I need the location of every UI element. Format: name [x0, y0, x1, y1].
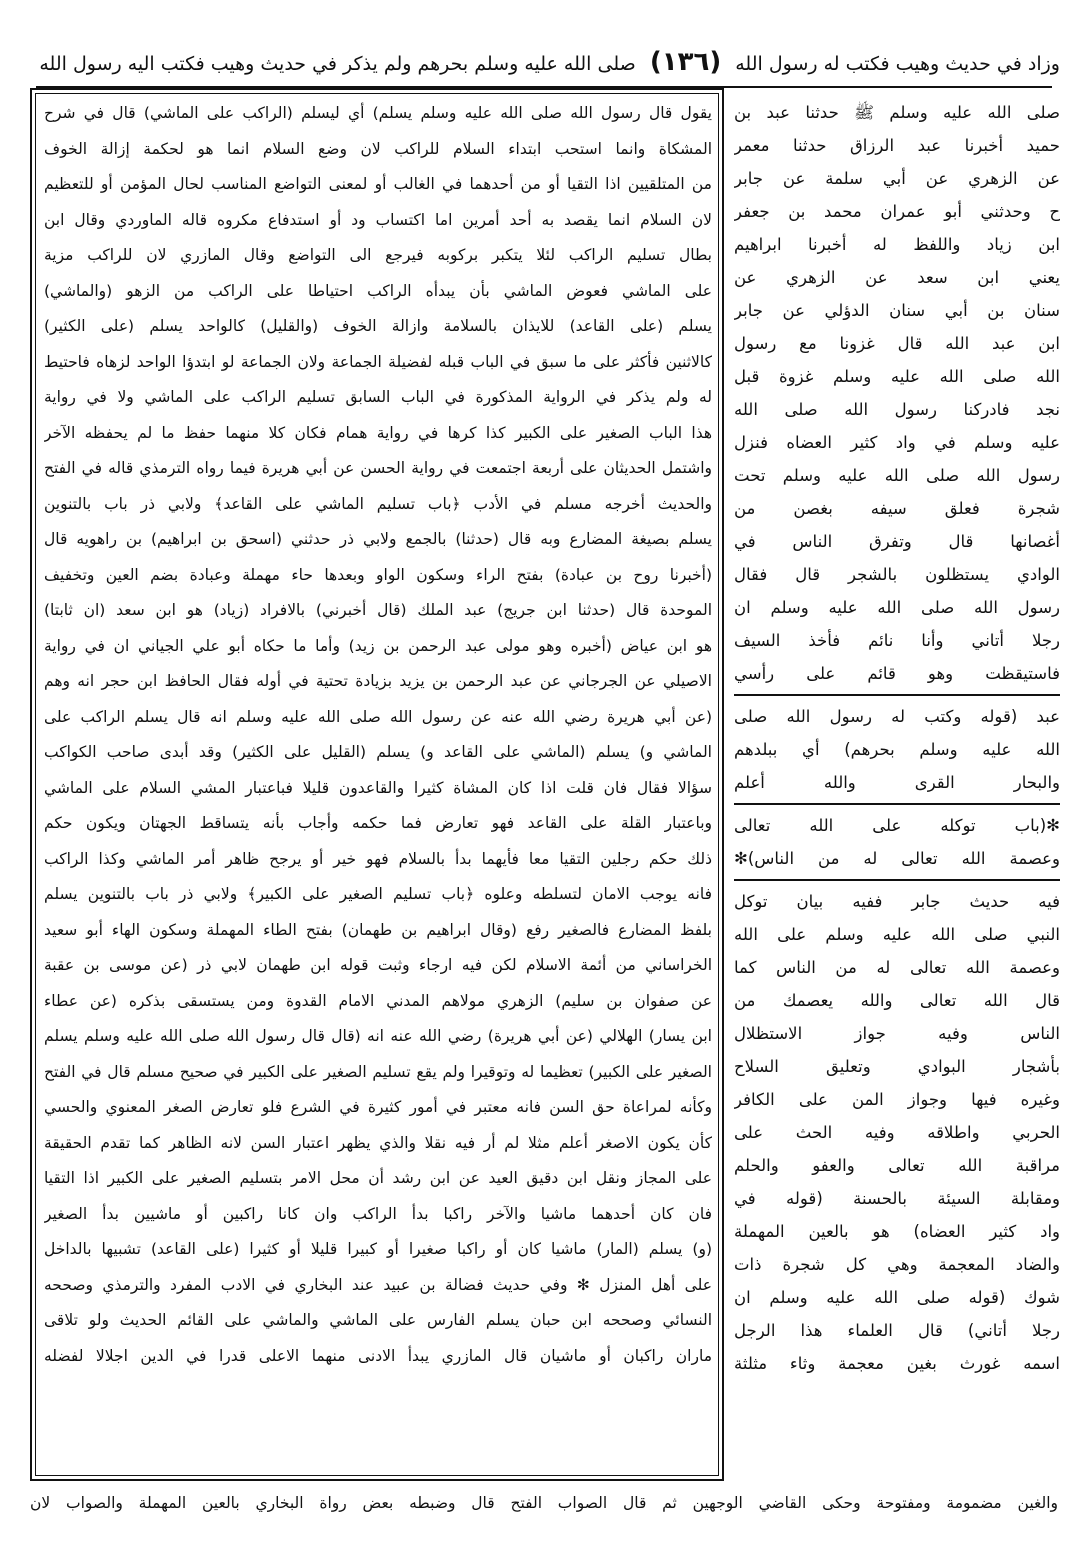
text-line: ذلك حكم رجلين التقيا معا فأيهما بدأ بالسلام فهو خير أو يرجح ظاهر أمر الماشي وكذا الراكب — [44, 849, 712, 868]
text-line: رجلا أتاني وأنا نائم فأخذ السيف — [734, 631, 1060, 650]
text-line: ابن زياد واللفظ له أخبرنا ابراهيم — [734, 235, 1060, 254]
text-line: الصغير على الكبير) تعظيما له وتوقيرا ولم يقع تسليم الصغير على الكبير في صحيح مسلم قال في الفتح — [44, 1062, 712, 1081]
text-line: صلى الله عليه وسلم ﷺ حدثنا عبد بن — [734, 103, 1060, 122]
margin-rule — [734, 879, 1060, 881]
text-line: رسول الله صلى الله عليه وسلم تحت — [734, 466, 1060, 485]
text-line: والغين مضمومة ومفتوحة وحكى القاضي الوجهين ثم قال الصواب الفتح قال وضبطه بعض رواة البخاري بالعين المهملة والصواب لان — [30, 1494, 1058, 1512]
text-line: فاستيقظت وهو قائم على رأسي — [734, 664, 1060, 683]
text-line: يقول قال رسول الله صلى الله عليه وسلم يسلم) أي ليسلم (الراكب على الماشي) قال في شرح — [44, 104, 712, 122]
text-line: له ولم يذكر في الرواية المذكورة في الباب السابق تسليم الراكب على الماشي ولا في رواية — [44, 388, 712, 406]
text-line: ابن يسار) الهلالي (عن أبي هريرة) رضي الله عنه انه (قال قال رسول الله صلى الله عليه وسلم يسلم — [44, 1027, 712, 1045]
text-line: وباعتبار القلة على القاعد فهو تعارض فما حكمه وأجاب بأنه يتساقط الجهتان ويكون حكم — [44, 814, 712, 832]
text-line: الله صلى الله عليه وسلم غزوة قبل — [734, 367, 1060, 386]
running-head — [30, 40, 1060, 84]
hadith-margin-column — [734, 96, 1060, 1481]
text-line: والبحار القرى والله أعلم — [734, 773, 1060, 792]
nawawi-commentary — [734, 885, 1060, 1380]
text-line: رسول الله صلى الله عليه وسلم ان — [734, 598, 1060, 617]
text-line: الله عليه وسلم بحرهم) أي ببلدهم — [734, 740, 1060, 759]
text-line: الوادي يستظلون بالشجر قال فقال — [734, 565, 1060, 584]
text-line: ابن عبد الله قال غزونا مع رسول — [734, 334, 1060, 353]
text-line: حميد أخبرنا عبد الرزاق حدثنا معمر — [734, 136, 1060, 155]
text-line: سؤالا فقال فان قلت اذا كان المشاة كثيرا والقاعدون قليلا فباعتبار المشي السلام على الماشي — [44, 778, 712, 797]
text-line: وعصمة الله تعالى له من الناس كما — [734, 958, 1060, 977]
text-line: بلفظ المضارع فالصغير رفع (وقال ابراهيم بن طهمان) بفتح الطاء المهملة وسكون الهاء أبو سعيد — [44, 920, 712, 939]
text-line: رجلا أتاني) قال العلماء هذا الرجل — [734, 1321, 1060, 1340]
text-line: سنان بن أبي سنان الدؤلي عن جابر — [734, 301, 1060, 320]
text-line: المشكاة وانما استحب ابتداء السلام للراكب لان وضع السلام انما هو لحكمة إزالة الخوف — [44, 139, 712, 158]
hadith-gloss — [734, 700, 1060, 799]
text-line: لان السلام انما يقصد به أحد أمرين اما اكتساب ود أو استدفاع مكروه قاله الماوردي وقال ابن — [44, 210, 712, 229]
text-line: شوك (قوله صلى الله عليه وسلم ان — [734, 1288, 1060, 1307]
commentary-text — [44, 96, 712, 1476]
text-line: فانه يوجب الامان لتسلطه وعلوه ﴿باب تسليم الصغير على الكبير﴾ ولابي ذر باب بالتنوين يسلم — [44, 885, 712, 903]
footer-continuation — [30, 1488, 1058, 1548]
text-line: شجرة فعلق سيفه بغصن من — [734, 499, 1060, 518]
chapter-heading — [734, 809, 1060, 875]
text-line: مراقبة الله تعالى والعفو والحلم — [734, 1156, 1060, 1175]
text-line: ومقابلة السيئة بالحسنة (قوله في — [734, 1189, 1060, 1208]
text-line: (و) يسلم (المار) ماشيا كان أو راكبا صغيرا أو كبيرا قليلا أو كثيرا (على القاعد) تشبيها بالداخل — [44, 1240, 712, 1258]
text-line: بأشجار البوادي وتعليق السلاح — [734, 1057, 1060, 1076]
text-line: النبي صلى الله عليه وسلم على الله — [734, 925, 1060, 944]
text-line: الخراساني من أئمة الاسلام لكن فيه ارجاء وثبت قوله ابن طهمان لابي ذر (عن موسى بن عقبة — [44, 956, 712, 974]
text-line: (أخبرنا روح بن عبادة) بفتح الراء وسكون الواو وبعدها حاء مهملة وعبادة بضم العين وتخفيف — [44, 565, 712, 584]
text-line: هو ابن عياض (أخبره وهو مولى عبد الرحمن بن زيد) وأما ما حكاه أبو علي الجياني ان في رواية — [44, 636, 712, 655]
text-line: النسائي وصححه ابن حبان يسلم الفارس على الماشي والماشي على القائم الحديث ولو تلاقى — [44, 1311, 712, 1329]
text-line: يعني ابن سعد عن الزهري عن — [734, 268, 1060, 287]
text-line: واد كثير العضاه) هو بالعين المهملة — [734, 1222, 1060, 1241]
text-line: فيه حديث جابر ففيه بيان توكل — [734, 892, 1060, 911]
text-line: اسمه غورث بغين معجمة وثاء مثلثة — [734, 1354, 1060, 1373]
text-line: عبد (قوله وكتب له رسول الله صلى — [734, 707, 1060, 726]
text-line: الاصيلي عن الجرجاني عن عبد الرحمن بن يزيد بزيادة تحتية في أوله فقال الحافظ ابن حجر انه وهم — [44, 672, 712, 690]
text-line: عن صفوان بن سليم) الزهري مولاهم المدني الامام القدوة ومن يستسقى بذكره (عن عطاء — [44, 991, 712, 1010]
text-line: الناس وفيه جواز الاستظلال — [734, 1024, 1060, 1043]
running-head-right: وزاد في حديث وهيب فكتب له رسول الله — [735, 53, 1060, 75]
text-line: ح وحدثني أبو عمران محمد بن جعفر — [734, 202, 1060, 221]
text-line: الموحدة قال (حدثنا ابن جريج) عبد الملك (قال أخبرني) بالافراد (زياد) هو ابن سعد (ان ثابتا) — [44, 601, 712, 619]
text-line: ماران راكبان أو ماشيان قال المازري يبدأ الادنى منهما الاعلى قدرا في الدين اجلالا لفضله — [44, 1346, 712, 1365]
text-line: واشتمل الحديثان على أربعة اجتمعت في رواية الحسن عن أبي هريرة فيما رواه الترمذي قاله في الفتح — [44, 459, 712, 477]
text-line: وعصمة الله تعالى له من الناس)✻ — [734, 849, 1060, 868]
text-line: قال الله تعالى والله يعصمك من — [734, 991, 1060, 1010]
text-line: الماشي و) يسلم (الماشي على القاعد و) يسلم (القليل على الكثير) وقد أبدى صاحب الكواكب — [44, 743, 712, 761]
text-line: (عن أبي هريرة رضي الله عنه عن رسول الله صلى الله عليه وسلم انه قال يسلم الراكب على — [44, 707, 712, 726]
text-line: على الماشي فعوض الماشي بأن يبدأه الراكب احتياطا على الراكب من الزهو (والماشي) — [44, 281, 712, 300]
text-line: ✻(باب توكله على الله تعالى — [734, 816, 1060, 835]
text-line: كأن يكون الاصغر أعلم مثلا لم أر فيه نقلا والذي يظهر اعتبار السن لانه الظاهر كما تقدم الحقيقة — [44, 1133, 712, 1152]
text-line: نجد فادركنا رسول الله صلى الله — [734, 400, 1060, 419]
margin-rule — [734, 694, 1060, 696]
text-line: الحربي واطلاقه وفيه الحث على — [734, 1123, 1060, 1142]
page-number: (١٣٦) — [649, 47, 722, 77]
hadith-text-top — [734, 96, 1060, 690]
text-line: على أهل المنزل ✻ وفي حديث فضالة بن عبيد عند البخاري في الادب المفرد والترمذي وصححه — [44, 1275, 712, 1294]
text-line: والضاد المعجمة وهي كل شجرة ذات — [734, 1255, 1060, 1274]
text-line: والحديث أخرجه مسلم في الأدب ﴿باب تسليم الماشي على القاعد﴾ ولابي ذر باب بالتنوين — [44, 494, 712, 513]
text-line: عن الزهري عن أبي سلمة عن جابر — [734, 169, 1060, 188]
text-line: هذا الباب الصغير على الكبير كذا كرها في رواية همام فكان كلا منهما حفظ ما لم يحفظه الآخر — [44, 423, 712, 442]
text-line: من المتلقيين اذا التقيا أو من أحدهما في الغالب أو لمعنى التواضع المناسب لحال المؤمن أو للتعظيم — [44, 175, 712, 193]
text-line: على المجاز ونقل ابن دقيق العيد عن ابن رشد أن محل الامر بتسليم الصغير على الكبير اذا التقيا — [44, 1169, 712, 1187]
text-line: يسلم بصيغة المضارع وبه قال (حدثنا) بالجمع ولابي ذر حدثني (اسحق بن ابراهيم) بن راهويه قال — [44, 530, 712, 548]
text-line: وكأنه لمراعاة حق السن فانه معتبر في أمور كثيرة في الشرع فلو تعارض الصغر المعنوي والحسي — [44, 1098, 712, 1116]
text-line: أغصانها قال وتفرق الناس في — [734, 532, 1060, 551]
text-line: عليه وسلم في واد كثير العضاه فنزل — [734, 433, 1060, 452]
text-line: بطال تسليم الراكب لئلا يتكبر بركوبه فيرجع الى التواضع وقال المازري لان للراكب مزية — [44, 246, 712, 264]
running-head-left: صلى الله عليه وسلم بحرهم ولم يذكر في حديث وهيب فكتب اليه رسول الله — [39, 53, 636, 75]
text-line: يسلم (على القاعد) للايذان بالسلامة وازالة الخوف (والقليل) كالواحد يسلم (على الكثير) — [44, 317, 712, 335]
text-line: وغيره فيها وجواز المن على الكافر — [734, 1090, 1060, 1109]
text-line: كالاثنين فأكثر على ما سبق في الباب قبله لفضيلة الجماعة ولان الجماعة لو ابتدؤا الواحد لزهاه فاحتيط — [44, 352, 712, 371]
margin-rule — [734, 803, 1060, 805]
text-line: فان كان أحدهما ماشيا والآخر راكبا بدأ الراكب وان كانا راكبين أو ماشيين بدأ الصغير — [44, 1204, 712, 1223]
